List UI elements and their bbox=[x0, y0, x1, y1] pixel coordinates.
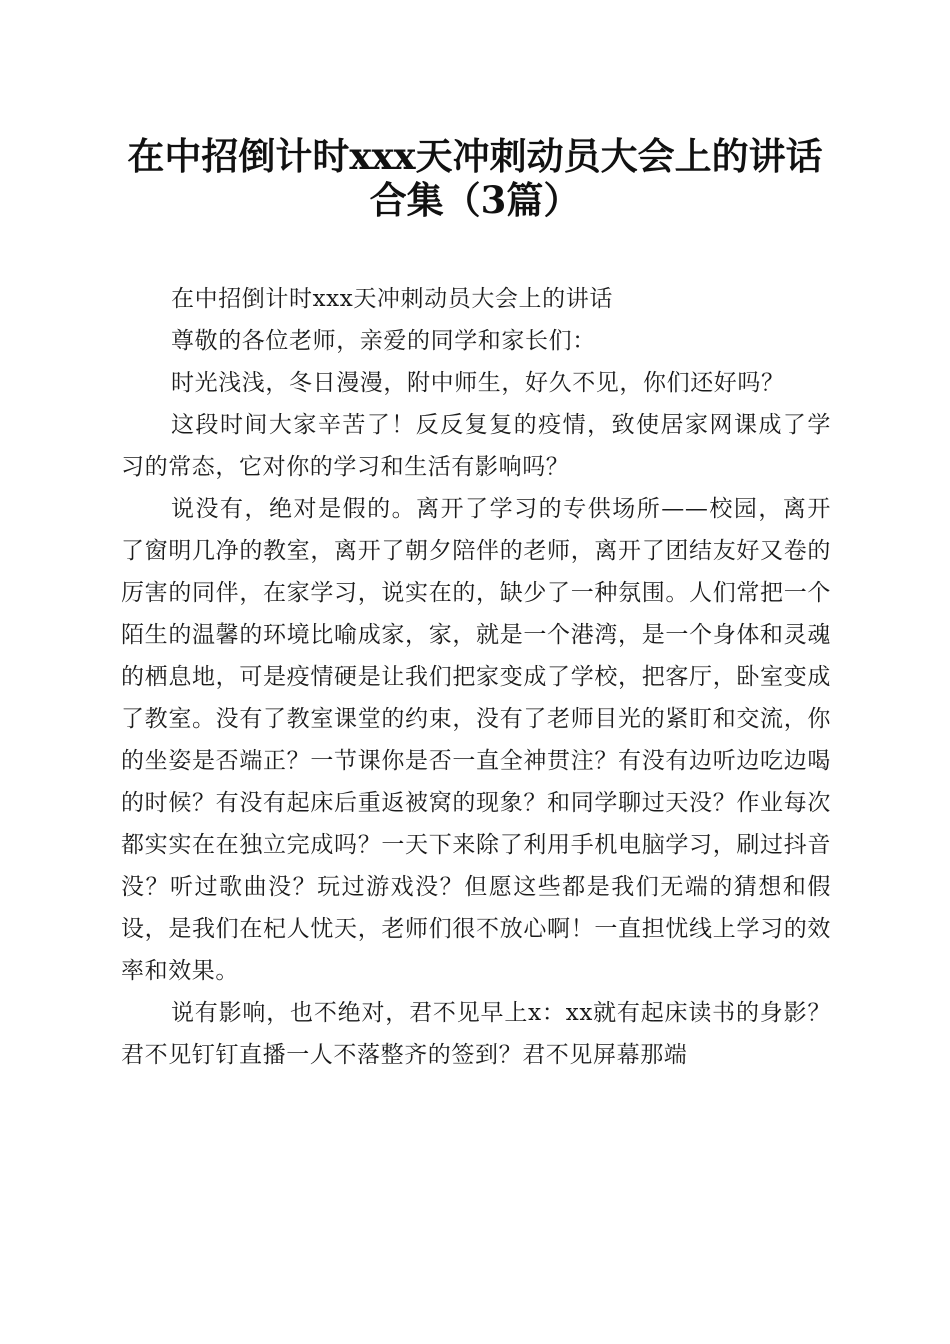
document-body bbox=[121, 278, 831, 1076]
paragraph-salutation: 尊敬的各位老师，亲爱的同学和家长们： bbox=[171, 328, 596, 354]
document-title: 在中招倒计时xxx天冲刺动员大会上的讲话合集（3篇） bbox=[127, 134, 823, 222]
paragraph-speech-title: 在中招倒计时xxx天冲刺动员大会上的讲话 bbox=[171, 286, 613, 312]
paragraph-hard-work: 这段时间大家辛苦了！反反复复的疫情，致使居家网课成了学习的常态，它对你的学习和生活有影响吗？ bbox=[121, 412, 831, 480]
paragraph-has-influence: 说有影响，也不绝对，君不见早上x：xx就有起床读书的身影？君不见钉钉直播一人不落整齐的签到？君不见屏幕那端 bbox=[121, 1000, 831, 1068]
paragraph-no-influence: 说没有，绝对是假的。离开了学习的专供场所——校园，离开了窗明几净的教室，离开了朝夕陪伴的老师，离开了团结友好又卷的厉害的同伴，在家学习，说实在的，缺少了一种氛围。人们常把一个陌生的温馨的环境比喻成家，家，就是一个港湾，是一个身体和灵魂的栖息地，可是疫情硬是让我们把家变成了学校，把客厅，卧室变成了教室。没有了教室课堂的约束，没有了老师目光的紧盯和交流，你的坐姿是否端正？一节课你是否一直全神贯注？有没有边听边吃边喝的时候？有没有起床后重返被窝的现象？和同学聊过天没？作业每次都实实在在独立完成吗？一天下来除了利用手机电脑学习，刷过抖音没？听过歌曲没？玩过游戏没？但愿这些都是我们无端的猜想和假设，是我们在杞人忧天，老师们很不放心啊！一直担忧线上学习的效率和效果。 bbox=[121, 496, 831, 984]
paragraph-greeting: 时光浅浅，冬日漫漫，附中师生，好久不见，你们还好吗？ bbox=[171, 370, 785, 396]
